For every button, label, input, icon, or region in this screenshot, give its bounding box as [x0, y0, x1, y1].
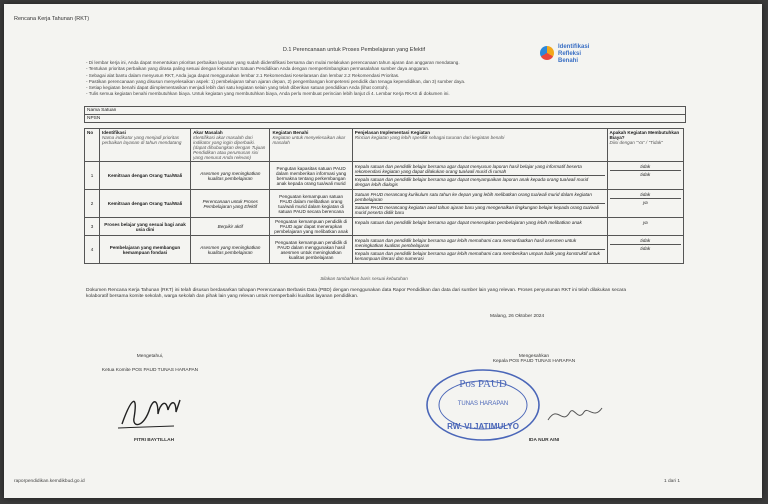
penjelasan-item: Kepala satuan dan pendidik belajar bersama agar lebih memahami cara memberikan umpan balik yang konstruktif untuk kemampuan literasi dan numerasi [354, 251, 600, 261]
school-stamp [424, 367, 542, 443]
row-identifikasi: Kemitraan dengan Orang Tua/Wali [99, 162, 190, 190]
row-benahi: Penguatan kemampuan satuan PAUD dalam melibatkan orang tua/wali murid dalam kegiatan di satuan PAUD secara berencana [270, 190, 352, 218]
stamp-bottom-text: RW. VI JATIMULYO [447, 422, 519, 431]
doc-label: Rencana Kerja Tahunan (RKT) [14, 16, 90, 22]
penjelasan-item: Satuan PAUD merancang kegiatan awal tahun ajaran baru yang mengenalkan lingkungan belajar kepada orang tua/wali murid peserta didik baru [354, 205, 599, 215]
left-signature [114, 388, 204, 432]
instruction-line: - Tentukan prioritas perbaikan yang dirasa paling sesuai dengan kebutuhan Satuan Pendidikan Anda dengan mempertimbangkan permasalahan sumber daya anggaran. [86, 66, 430, 72]
closing-paragraph: Dokumen Rencana Kerja Tahunan (RKT) ini telah disusun berdasarkan tahapan Perencanaan Berbasis Data (PBD) dengan menggunakan data Rapor Pendidikan dan data dari sumber lain yang relevan. Proses penyusunan RKT ini telah dilakukan secara kolaboratif bersama komite sekolah, warga sekolah dan pihak lain yang relevan untuk memperbaiki kualitas layanan pendidikan. [86, 288, 627, 300]
biaya-value: tidak [610, 191, 681, 199]
identity-box [84, 106, 686, 123]
table-row [85, 236, 684, 264]
stamp-middle-text: TUNAS HARAPAN [457, 401, 509, 407]
section-title: D.1 Perencanaan untuk Proses Pembelajaran yang Efektif [282, 47, 426, 53]
penjelasan-item: Satuan PAUD merancang kurikulum satu tahun ke depan yang lebih melibatkan orang tua/wali murid dalam kegiatan pembelajaran [355, 191, 605, 204]
instruction-line: - Setiap kegiatan benahi dapat diimplementasikan menjadi lebih dari satu kegiatan selain yang telah diberikan satuan pendidikan Anda (lihat contoh). [86, 85, 389, 91]
col-identifikasi: Identifikasi Nama indikator yang menjadi prioritas perbaikan layanan di tahun mendatang [99, 129, 190, 162]
right-signature [544, 400, 614, 430]
row-no: 3 [85, 218, 100, 236]
footer-url: raporpendidikan.kemdikbud.go.id [14, 479, 85, 484]
row-penjelasan [352, 190, 607, 218]
right-signer-label-2: Kepala POS PAUD TUNAS HARAPAN [492, 359, 576, 364]
table-row [85, 190, 684, 218]
row-penjelasan [352, 218, 607, 236]
penjelasan-item: Kepala satuan dan pendidik belajar bersama agar dapat menyusun laporan hasil belajar yang informatif beserta rekomendasi kegiatan yang dapat dilakukan orang tua/wali murid di rumah [355, 163, 605, 176]
row-biaya [607, 190, 683, 218]
penjelasan-item: Kepala satuan dan pendidik belajar bersama agar dapat menerapkan pembelajaran yang lebih melibatkan anak [354, 220, 582, 225]
col-kegiatan-benahi: Kegiatan Benahi Kegiatan untuk menyelesaikan akar masalah [270, 129, 352, 162]
table-row [85, 162, 684, 190]
row-biaya [607, 236, 683, 264]
row-akar: Asesmen yang meningkatkan kualitas pembelajaran [191, 236, 270, 264]
school-name-label: Nama Satuan [87, 108, 117, 113]
row-akar: Asesmen yang meningkatkan kualitas pembelajaran [191, 162, 270, 190]
instruction-line: - Sebagai alat bantu dalam menyusun RKT, Anda juga dapat menggunakan lembar 2.1 Rekomendasi Keselarasan dan lembar 2.2 Rekomendasi Prioritas. [86, 72, 400, 78]
right-signer-name: IDA NUR AINI [528, 438, 560, 443]
col-no: No [85, 129, 100, 162]
row-biaya [607, 162, 683, 190]
table-row [85, 218, 684, 236]
date-line: Malang, 26 Oktober 2024 [490, 314, 545, 319]
biaya-value: ya [642, 200, 648, 205]
left-signer-block [90, 354, 210, 373]
table-note: Silakan tambahkan baris sesuai kebutuhan [320, 276, 408, 281]
row-benahi: Pengutan kapasitas satuan PAUD dalam memberikan informasi yang bermakna tentang perkembangan anak kepada orang tua/wali murid [270, 162, 352, 190]
row-akar: Berpikir aktif [191, 218, 270, 236]
logo-line-1: Identifikasi [558, 44, 590, 50]
row-no: 1 [85, 162, 100, 190]
row-identifikasi: Proses belajar yang sesuai bagi anak usia dini [99, 218, 190, 236]
biaya-value: tidak [610, 237, 681, 245]
biaya-value: ya [642, 220, 648, 225]
rkt-table [84, 128, 684, 264]
left-signer-label-2: Ketua Komite POS PAUD TUNAS HARAPAN [101, 368, 199, 373]
table-header-row [85, 129, 684, 162]
col-biaya: Apakah Kegiatan Membutuhkan Biaya? Diisi dengan "Ya" / "Tidak" [607, 129, 683, 162]
left-signer-name: FITRI BAYTILLAH [133, 438, 175, 443]
logo-line-3: Benahi [558, 58, 579, 64]
row-akar: Perencanaan untuk Proses Pembelajaran yang Efektif [191, 190, 270, 218]
row-benahi: Penguatan kemampuan pendidik di PAUD agar dapat menerapkan pembelajaran yang melibatkan anak [270, 218, 352, 236]
col-penjelasan: Penjelasan Implementasi Kegiatan Rincian kegiatan yang lebih spesifik sebagai turunan dari kegiatan benahi [352, 129, 607, 162]
row-no: 2 [85, 190, 100, 218]
row-penjelasan [352, 236, 607, 264]
row-biaya [607, 218, 683, 236]
left-signer-label-1: Mengetahui, [136, 354, 164, 359]
right-signer-label-1: Mengesahkan [518, 354, 550, 359]
page-number: 1 dari 1 [664, 479, 680, 484]
biaya-value: tidak [610, 163, 681, 171]
row-no: 4 [85, 236, 100, 264]
biaya-value: tidak [640, 246, 651, 251]
row-identifikasi: Kemitraan dengan Orang Tua/Wali [99, 190, 190, 218]
penjelasan-item: Kepala satuan dan pendidik belajar bersama agar dapat menyampaikan laporan anak kepada orang tua/wali murid dengan lebih dialogis [354, 177, 589, 187]
penjelasan-item: Kepala satuan dan pendidik belajar bersama agar lebih memahami cara memanfaatkan hasil asesmen untuk meningkatkan kualitas pembelajaran [355, 237, 605, 250]
row-benahi: Penguatan kemampuan pendidik di PAUD dalam menggunakan hasil asesmen untuk meningkatkan kualitas pembelajaran [270, 236, 352, 264]
right-signer-block [474, 354, 594, 364]
row-identifikasi: Pembelajaran yang membangun kemampuan fondasi [99, 236, 190, 264]
instruction-line: - Pastikan perencanaan yang disusun menyelesaikan aspek: 1) pembelajaran tahun ajaran depan, 2) pengembangan kompetensi pendidik dan tenaga kependidikan, dan 3) sumber daya. [86, 78, 466, 84]
col-akar-masalah: Akar Masalah Identifikasi akar masalah dari indikator yang ingin diperbaiki. (dapat dihubungkan dengan Tujuan Pendidikan atau perumusan sisi yang menurut Anda relevan) [191, 129, 270, 162]
row-penjelasan [352, 162, 607, 190]
biaya-value: tidak [640, 172, 651, 177]
instruction-line: - Di lembar kerja ini, Anda dapat menentukan prioritas perbaikan layanan yang sudah diidentifikasi bersama dan mulai melakukan perencanaan tahun ajaran dan anggaran mendatang. [86, 60, 460, 65]
logo-mark-icon [540, 46, 554, 60]
stamp-top-text: Pos PAUD [459, 378, 507, 390]
instruction-line: - Tulis semua kegiatan benahi membutuhkan biaya. Untuk kegiatan yang membutuhkan biaya, Anda perlu membuat perincian lebih lanjut di 4. Lembar Kerja RKAS di dokumen ini. [86, 91, 450, 97]
npsn-label: NPSN [85, 114, 685, 122]
logo-line-2: Refleksi [558, 51, 582, 57]
instructions [86, 60, 556, 98]
document-page [4, 4, 762, 498]
